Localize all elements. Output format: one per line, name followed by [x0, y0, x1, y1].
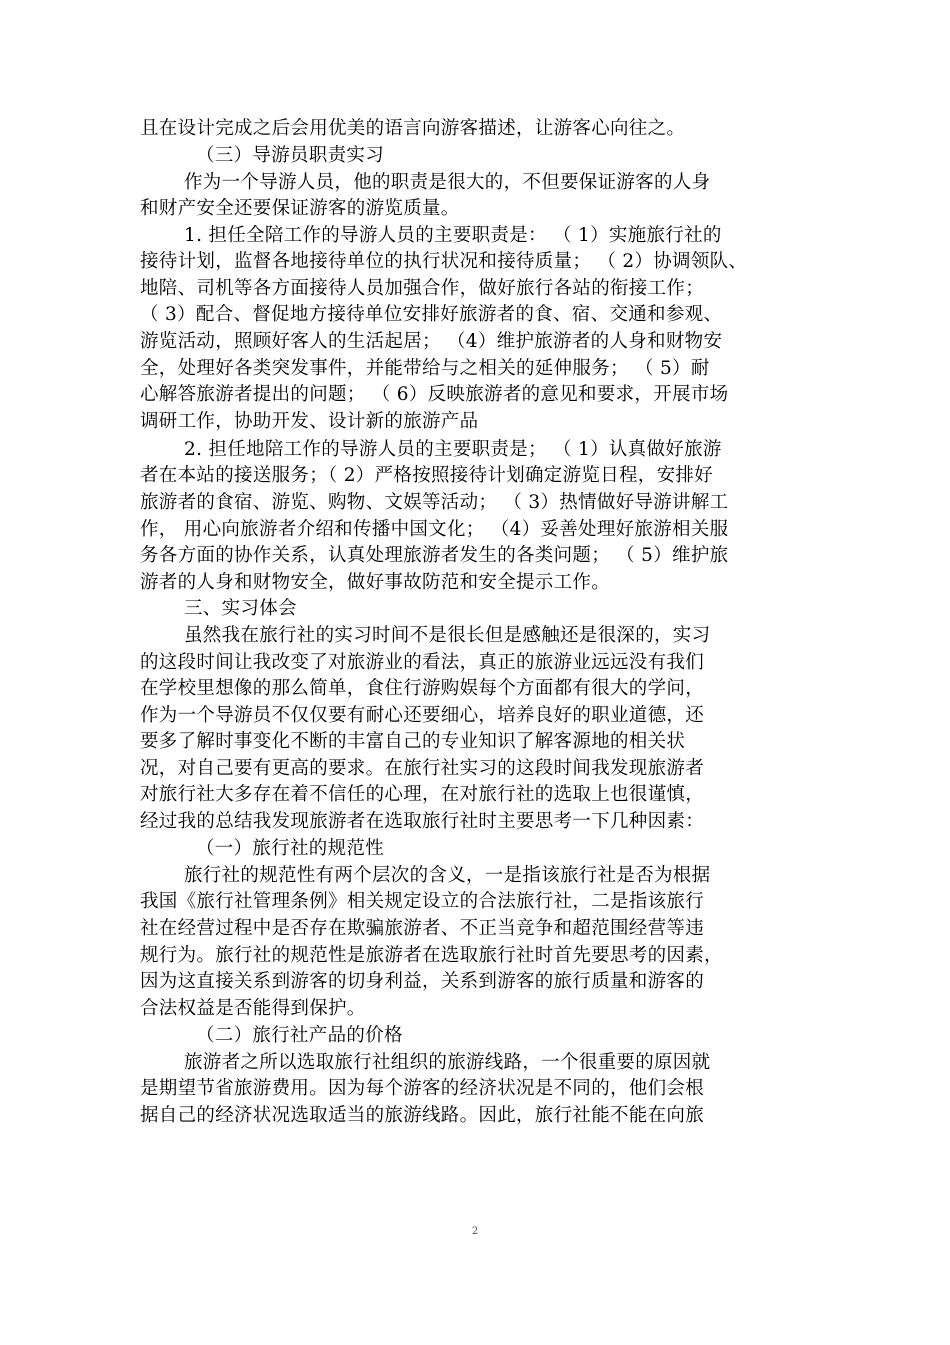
text-line: 社在经营过程中是否存在欺骗旅游者、不正当竞争和超范围经营等违 [140, 918, 705, 939]
text-line: 和财产安全还要保证游客的游览质量。 [140, 198, 460, 219]
text-line: 况，对自己要有更高的要求。在旅行社实习的这段时间我发现旅游者 [140, 758, 705, 779]
text-line: 要多了解时事变化不断的丰富自己的专业知识了解客源地的相关状 [140, 731, 686, 752]
text-line: 游览活动，照顾好客人的生活起居； （4）维护旅游者的人身和财物安 [140, 331, 723, 352]
text-line: 调研工作，协助开发、设计新的旅游产品 [140, 411, 479, 432]
text-line: 作为一个导游员不仅仅要有耐心还要细心，培养良好的职业道德，还 [140, 705, 705, 726]
text-line: 旅游者之所以选取旅行社组织的旅游线路，一个很重要的原因就 [184, 1052, 711, 1073]
text-line: 对旅行社大多存在着不信任的心理，在对旅行社的选取上也很谨慎， [140, 784, 705, 805]
text-line: 旅行社的规范性有两个层次的含义，一是指该旅行社是否为根据 [184, 865, 711, 886]
text-line: 2. 担任地陪工作的导游人员的主要职责是； （ 1）认真做好旅游 [184, 439, 722, 460]
text-line: 1. 担任全陪工作的导游人员的主要职责是： （ 1）实施旅行社的 [184, 225, 722, 246]
text-line: 我国《旅行社管理条例》相关规定设立的合法旅行社，二是指该旅行 [140, 891, 705, 912]
text-line: 务各方面的协作关系，认真处理旅游者发生的各类问题； （ 5）维护旅 [140, 545, 729, 566]
text-line: 作为一个导游人员，他的职责是很大的，不但要保证游客的人身 [184, 172, 711, 193]
text-line: 因为这直接关系到游客的切身利益，关系到游客的旅行质量和游客的 [140, 971, 705, 992]
text-line: 心解答旅游者提出的问题； （ 6）反映旅游者的意见和要求，开展市场 [140, 384, 729, 405]
text-line: 地陪、司机等各方面接待人员加强合作，做好旅行各站的衔接工作； [140, 278, 705, 299]
text-line: 且在设计完成之后会用优美的语言向游客描述，让游客心向往之。 [140, 118, 686, 139]
text-line: 的这段时间让我改变了对旅游业的看法，真正的旅游业远远没有我们 [140, 652, 705, 673]
text-line: 合法权益是否能得到保护。 [140, 998, 366, 1019]
text-line: 接待计划，监督各地接待单位的执行状况和接待质量； （ 2）协调领队、 [140, 251, 748, 272]
section-heading: （二）旅行社产品的价格 [196, 1025, 403, 1046]
text-line: 游者的人身和财物安全，做好事故防范和安全提示工作。 [140, 572, 611, 593]
text-line: 作， 用心向旅游者介绍和传播中国文化； （4）妥善处理好旅游相关服 [140, 519, 729, 540]
text-line: 者在本站的接送服务；（ 2）严格按照接待计划确定游览日程，安排好 [140, 465, 714, 486]
text-line: 在学校里想像的那么简单，食住行游购娱每个方面都有很大的学问， [140, 678, 705, 699]
text-line: 旅游者的食宿、游览、购物、文娱等活动； （ 3）热情做好导游讲解工 [140, 492, 729, 513]
text-line: 经过我的总结我发现旅游者在选取旅行社时主要思考一下几种因素： [140, 811, 705, 832]
section-heading: （三）导游员职责实习 [196, 145, 385, 166]
section-heading: （一）旅行社的规范性 [196, 838, 385, 859]
text-line: 规行为。旅行社的规范性是旅游者在选取旅行社时首先要思考的因素， [140, 945, 723, 966]
text-line: 全，处理好各类突发事件，并能带给与之相关的延伸服务； （ 5）耐 [140, 358, 710, 379]
section-heading: 三、实习体会 [184, 598, 297, 619]
text-line: 虽然我在旅行社的实习时间不是很长但是感触还是很深的，实习 [184, 625, 711, 646]
page-number: 2 [471, 1226, 479, 1237]
text-line: 是期望节省旅游费用。因为每个游客的经济状况是不同的，他们会根 [140, 1078, 705, 1099]
text-line: 据自己的经济状况选取适当的旅游线路。因此，旅行社能不能在向旅 [140, 1105, 705, 1126]
text-line: （ 3）配合、督促地方接待单位安排好旅游者的食、宿、交通和参观、 [140, 304, 723, 325]
